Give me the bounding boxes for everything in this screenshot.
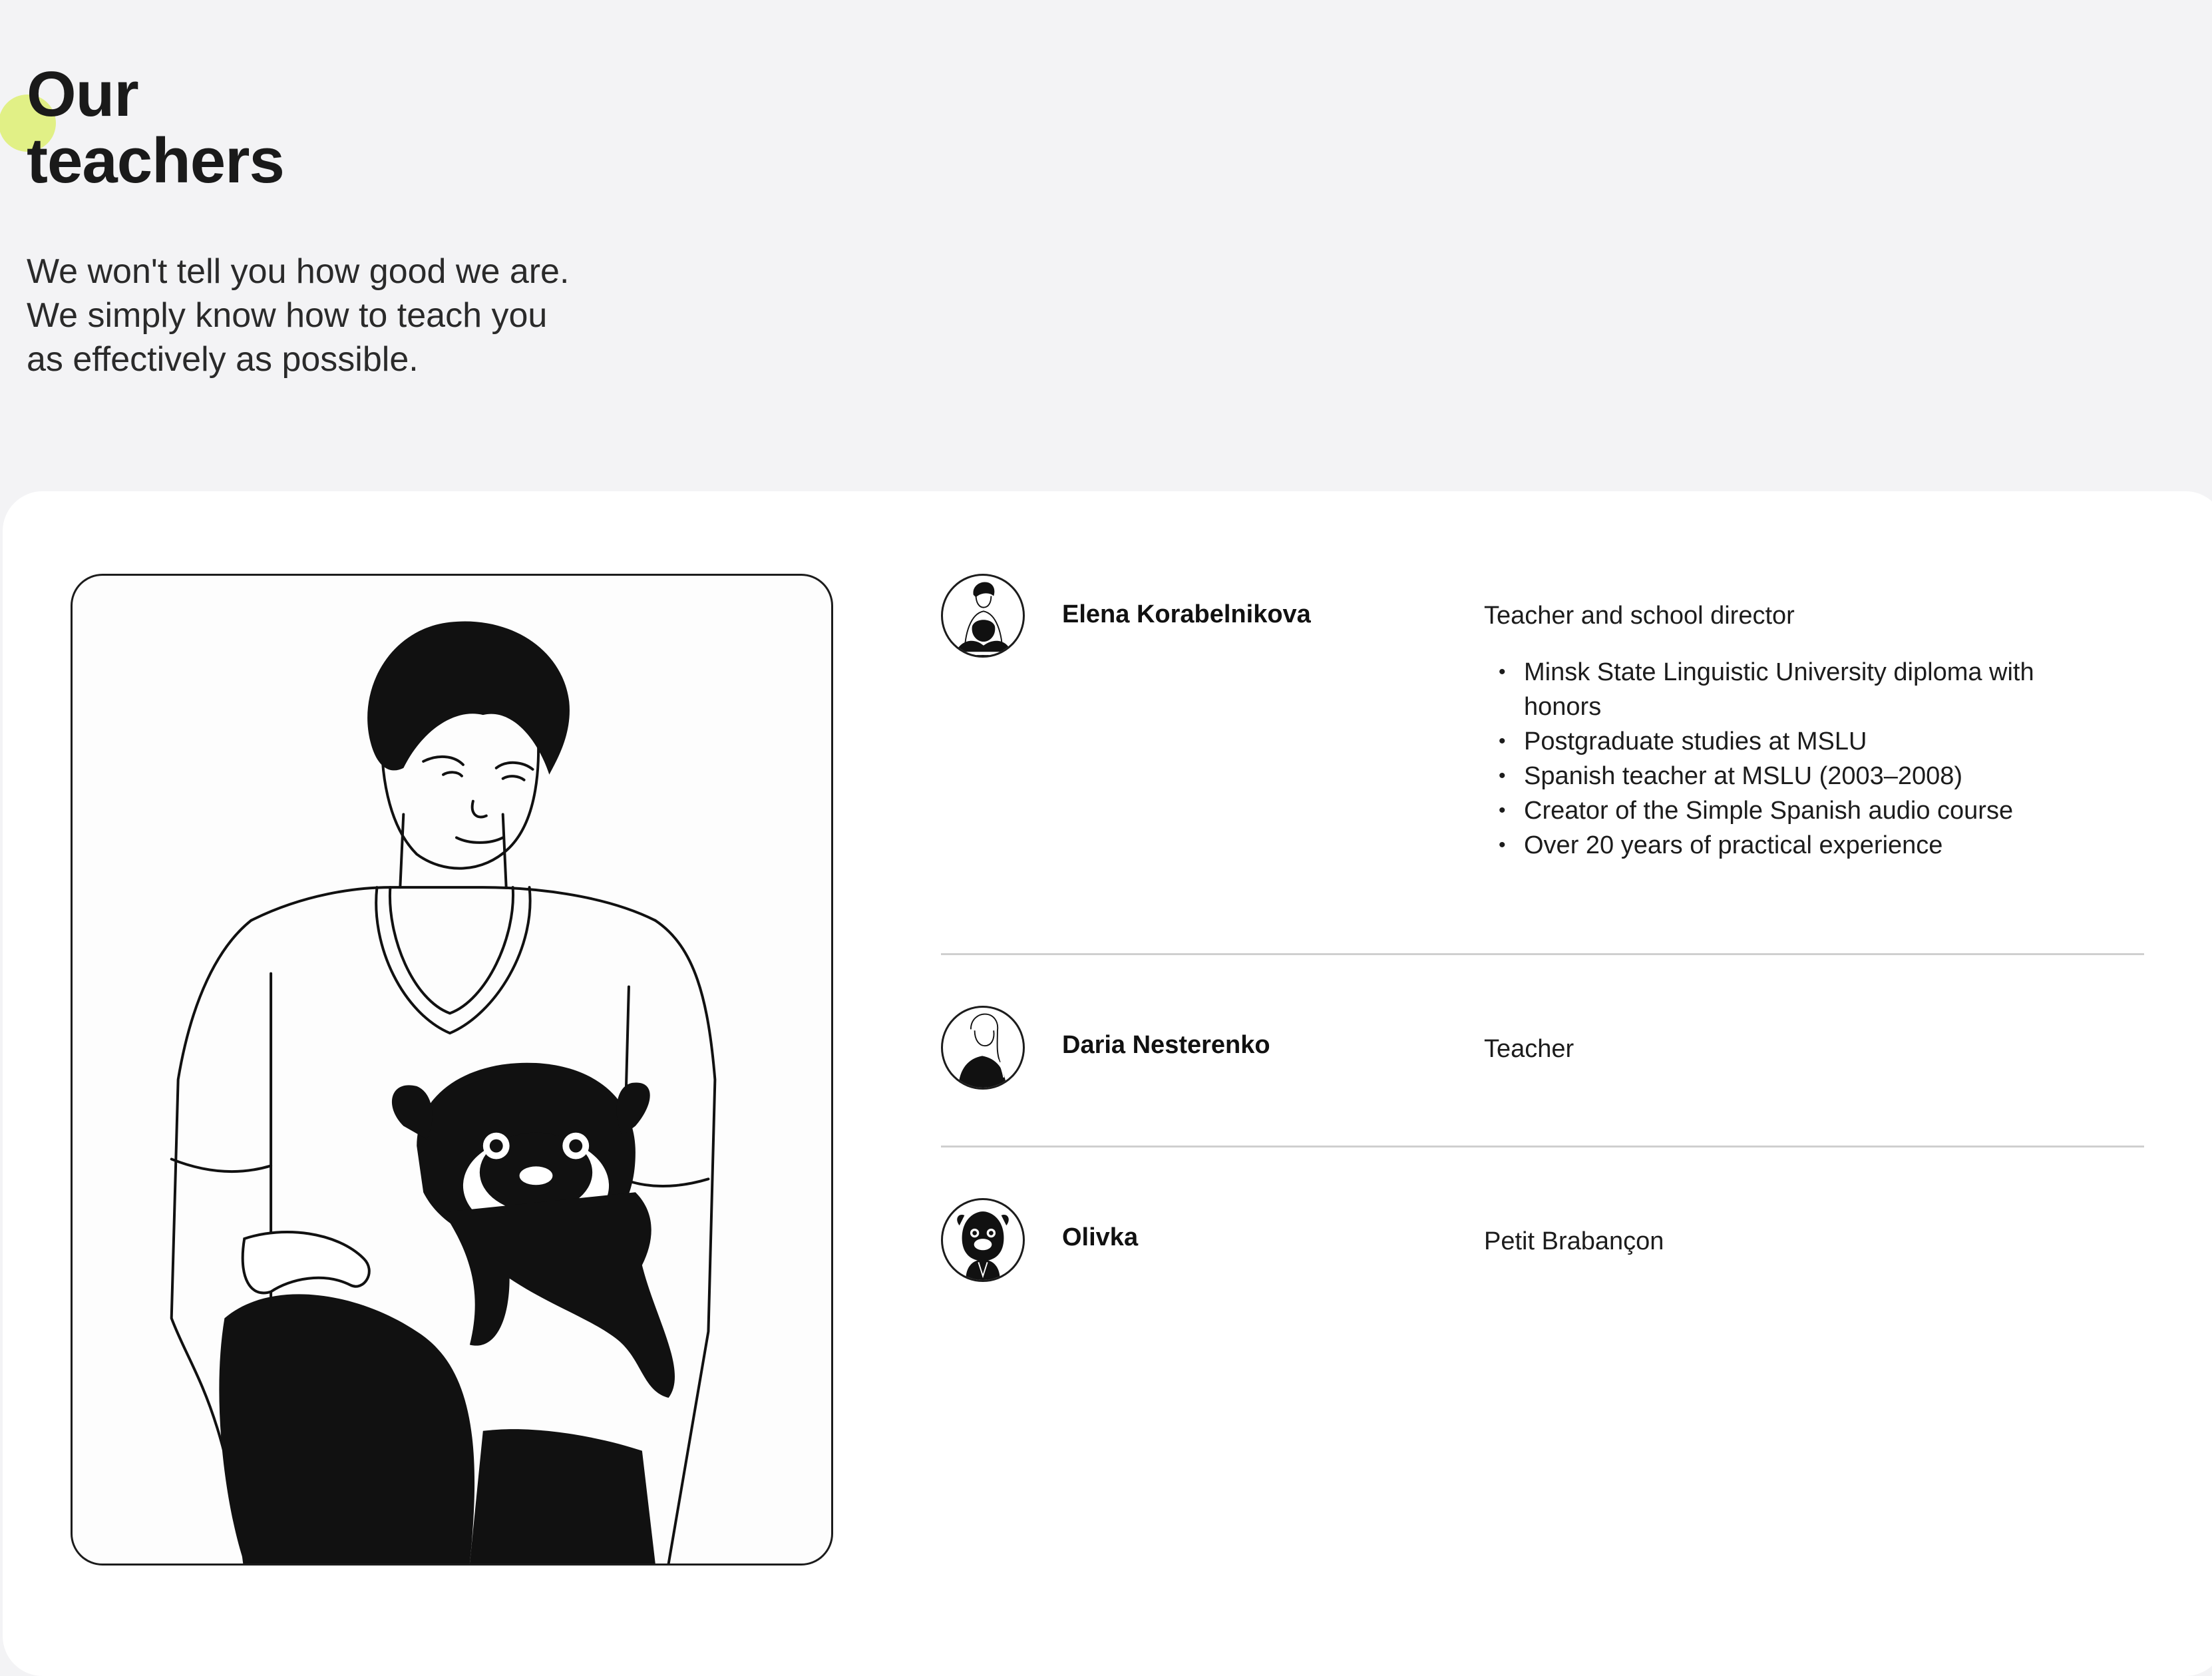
teacher-role: Teacher and school director bbox=[1484, 602, 1795, 630]
intro-text bbox=[27, 250, 569, 381]
teacher-role: Petit Brabançon bbox=[1484, 1227, 1664, 1255]
bio-item: • Creator of the Simple Spanish audio course bbox=[1484, 793, 2043, 828]
teacher-row[interactable] bbox=[941, 955, 2144, 1148]
teacher-row[interactable] bbox=[941, 1148, 2144, 1281]
pug-avatar bbox=[943, 1200, 1023, 1280]
bio-item: • Postgraduate studies at MSLU bbox=[1484, 724, 2043, 759]
bio-item: • Minsk State Linguistic University diploma with honors bbox=[1484, 655, 2043, 724]
bio-item: • Spanish teacher at MSLU (2003–2008) bbox=[1484, 759, 2043, 793]
woman-avatar bbox=[943, 1008, 1023, 1088]
intro-line-2: We simply know how to teach you bbox=[27, 296, 548, 335]
avatar bbox=[941, 1006, 1025, 1090]
page-title-line-1: Our bbox=[27, 59, 138, 130]
bio-item: • Over 20 years of practical experience bbox=[1484, 828, 2043, 863]
teacher-row[interactable] bbox=[941, 574, 2144, 955]
teacher-role: Teacher bbox=[1484, 1035, 1574, 1063]
teacher-bio-list bbox=[1484, 655, 2043, 863]
teacher-with-pug-illustration bbox=[73, 576, 831, 1564]
avatar bbox=[941, 574, 1025, 658]
intro-line-1: We won't tell you how good we are. bbox=[27, 252, 570, 291]
teacher-list bbox=[941, 574, 2144, 1281]
page-title-line-2: teachers bbox=[27, 125, 284, 196]
teacher-name: Daria Nesterenko bbox=[1062, 1031, 1270, 1059]
woman-with-dog-avatar bbox=[943, 576, 1023, 656]
teacher-name: Elena Korabelnikova bbox=[1062, 600, 1311, 628]
avatar bbox=[941, 1198, 1025, 1282]
intro-line-3: as effectively as possible. bbox=[27, 340, 419, 379]
page-title bbox=[27, 61, 284, 194]
teacher-name: Olivka bbox=[1062, 1223, 1139, 1251]
teacher-portrait bbox=[71, 574, 833, 1566]
